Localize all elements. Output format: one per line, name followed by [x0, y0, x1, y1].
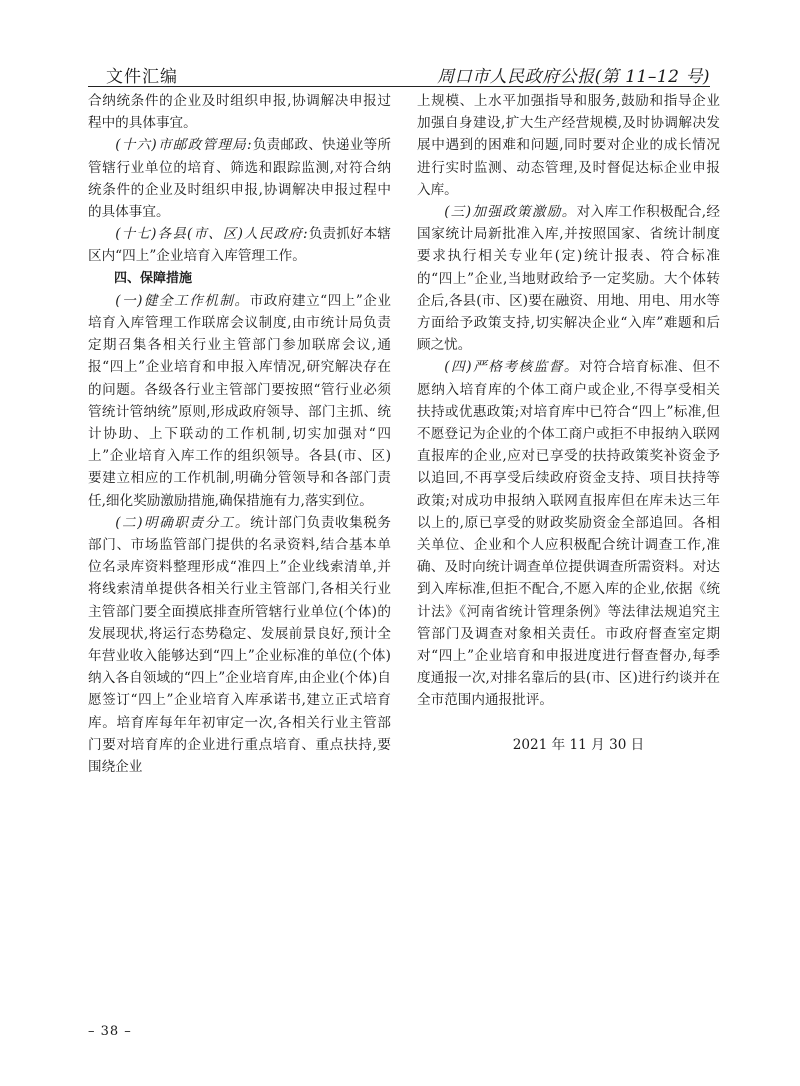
item-label: (十六)市邮政管理局: [115, 137, 253, 154]
paragraph-policy-incentives [417, 201, 720, 356]
paragraph-continuation: 合纳统条件的企业及时组织申报,协调解决申报过程中的具体事宜。 [88, 93, 391, 132]
paragraph-continuation: 上规模、上水平加强指导和服务,鼓励和指导企业加强自身建设,扩大生产经营规模,及时协调解决发展中遇到的困难和问题,同时要对企业的成长情况进行实时监测、动态管理,及时督促达标企业申报入库。 [417, 93, 720, 198]
left-column [88, 90, 391, 778]
item-text: 统计部门负责收集税务部门、市场监管部门提供的名录资料,结合基本单位名录库资料整理形成“准四上”企业线索清单,并将线索清单提供各相关行业主管部门,各相关行业主管部门要全面摸底排查所管辖行业单位(个体)的发展现状,将运行态势稳定、发展前景良好,预计全年营业收入能够达到“四上”企业标准的单位(个体)纳入各自领域的“四上”企业培育库,由企业(个体)自愿签订“四上”企业培育入库承诺书,建立正式培育库。培育库每年年初审定一次,各相关行业主管部门要对培育库的企业进行重点培育、重点扶持,要围绕企业 [88, 514, 391, 776]
section-title: 文件汇编 [106, 67, 178, 87]
paragraph-county-government [88, 223, 391, 267]
section-heading: 四、保障措施 [114, 270, 193, 286]
item-text: 对入库工作积极配合,经国家统计局新批准入库,并按照国家、省统计制度要求执行相关专业年(定)统计报表、符合标准的“四上”企业,当地财政给予一定奖励。大个体转企后,各县(市、区)要在融资、用地、用电、用水等方面给予政策支持,切实解决企业“入库”难题和后顾之忧。 [417, 204, 720, 354]
item-text: 市政府建立“四上”企业培育入库管理工作联席会议制度,由市统计局负责定期召集各相关行业主管部门参加联席会议,通报“四上”企业培育和申报入库情况,研究解决存在的问题。各级各行业主管部门要按照“管行业必须管统计管纳统”原则,形成政府领导、部门主抓、统计协助、上下联动的工作机制,切实加强对“四上”企业培育入库工作的组织领导。各县(市、区)要建立相应的工作机制,明确分管领导和各部门责任,细化奖励激励措施,确保措施有力,落实到位。 [88, 292, 392, 509]
item-label: (三)加强政策激励。 [444, 204, 577, 221]
page-number: – 38 – [88, 1024, 132, 1039]
document-date: 2021 年 11 月 30 日 [512, 736, 645, 753]
right-column [417, 90, 720, 756]
paragraph-assessment [417, 356, 720, 711]
item-text: 负责邮政、快递业等所管辖行业单位的培育、筛选和跟踪监测,对符合纳统条件的企业及时组织申报,协调解决申报过程中的具体事宜。 [88, 137, 391, 221]
paragraph-responsibilities [88, 512, 391, 778]
paragraph-work-mechanism [88, 290, 391, 512]
page-header [88, 58, 710, 87]
paragraph-postal-bureau [88, 134, 391, 223]
item-text: 负责抓好本辖区内“四上”企业培育入库管理工作。 [88, 226, 392, 265]
item-label: (一)健全工作机制。 [115, 292, 250, 309]
item-label: (十七)各县(市、区)人民政府: [115, 226, 309, 243]
item-label: (四)严格考核监督。 [444, 359, 580, 376]
item-text: 对符合培育标准、但不愿纳入培育库的个体工商户或企业,不得享受相关扶持或优惠政策;对培育库中已符合“四上”标准,但不愿登记为企业的个体工商户或拒不申报纳入联网直报库的企业,应对已享受的扶持政策奖补资金予以追回,不再享受后续政府资金支持、项目扶持等政策;对成功申报纳入联网直报库但在库未达三年以上的,原已享受的财政奖励资金全部追回。各相关单位、企业和个人应积极配合统计调查工作,准确、及时向统计调查单位提供调查所需资料。对达到入库标准,但拒不配合,不愿入库的企业,依据《统计法》《河南省统计管理条例》等法律法规追究主管部门及调查对象相关责任。市政府督查室定期对“四上”企业培育和申报进度进行督查督办,每季度通报一次,对排名靠后的县(市、区)进行约谈并在全市范围内通报批评。 [417, 359, 720, 709]
publication-title: 周口市人民政府公报(第 11–12 号) [437, 67, 710, 87]
item-label: (二)明确职责分工。 [115, 514, 251, 531]
